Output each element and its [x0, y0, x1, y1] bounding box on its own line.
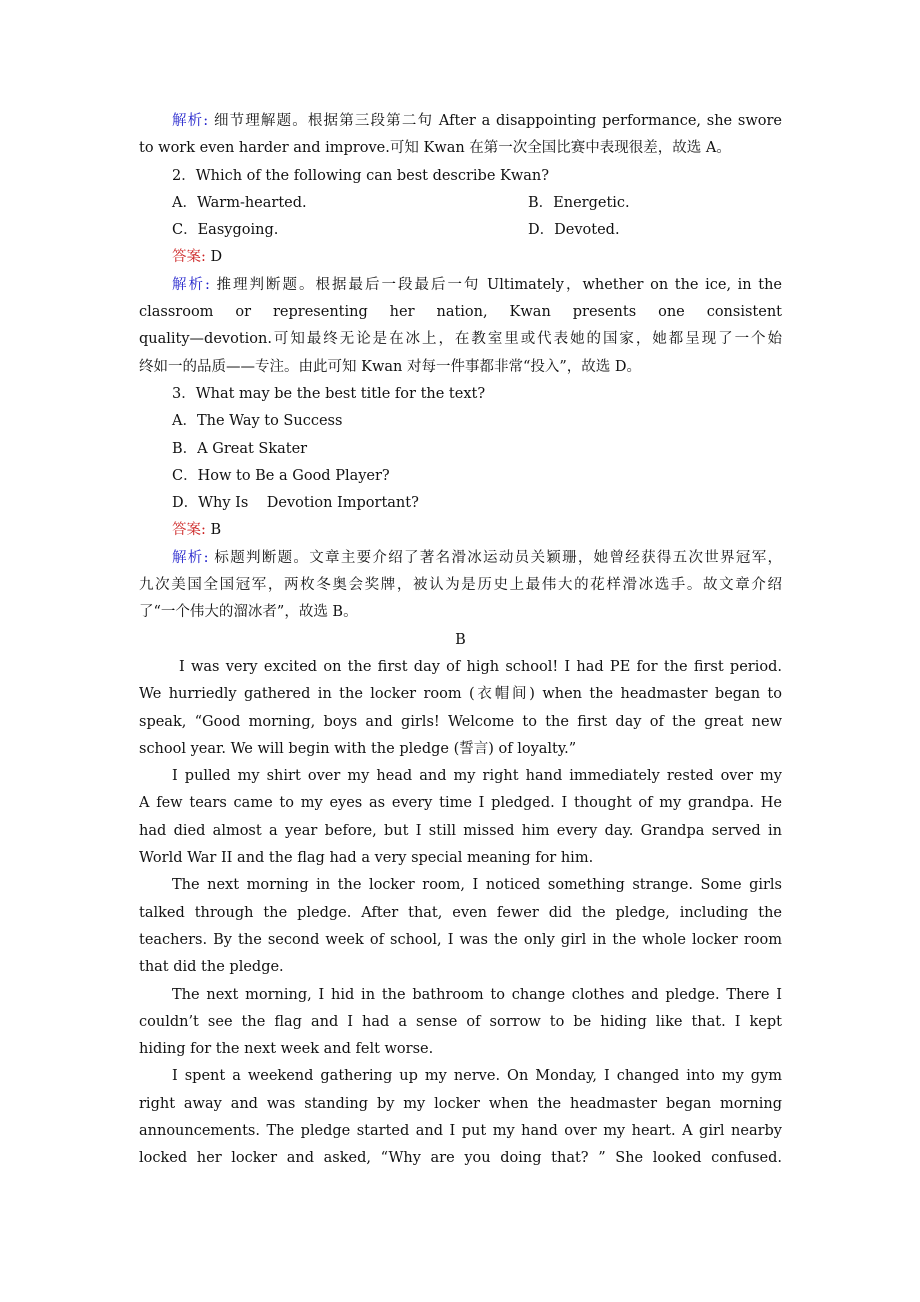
q2-explanation-line-3: quality—devotion.可知最终无论是在冰上，在教室里或代表她的国家，她都呈现了一个始: [139, 331, 782, 348]
q3-answer: 答案: B: [172, 522, 222, 539]
paragraph-line: locked her locker and asked, “Why are you doing that? ” She looked confused.: [139, 1150, 782, 1167]
paragraph-line: World War II and the flag had a very special meaning for him.: [139, 850, 594, 867]
paragraph-line: The next morning, I hid in the bathroom to change clothes and pledge. There I: [172, 986, 782, 1003]
q1-explanation-line-1: 解析: 细节理解题。根据第三段第二句 After a disappointing performance, she swore: [172, 113, 782, 129]
q3-question: 3．What may be the best title for the text?: [172, 385, 486, 402]
paragraph-line: I spent a weekend gathering up my nerve. On Monday, I changed into my gym: [172, 1068, 782, 1085]
q2-question: 2．Which of the following can best describe Kwan?: [172, 167, 550, 184]
explanation-label: 解析:: [172, 276, 210, 293]
paragraph-line: announcements. The pledge started and I put my hand over my heart. A girl nearby: [139, 1122, 782, 1139]
q2-explanation-line-4: 终如一的品质——专注。由此可知 Kwan 对每一件事都非常“投入”，故选 D。: [139, 358, 642, 375]
paragraph-line: The next morning in the locker room, I noticed something strange. Some girls: [172, 877, 782, 894]
paragraph-3: [139, 872, 782, 981]
paragraph-1: [139, 654, 782, 763]
paragraph-line: couldn’t see the flag and I had a sense of sorrow to be hiding like that. I kept: [139, 1013, 782, 1030]
q2-option-b: B．Energetic.: [528, 194, 630, 211]
q3-option-c: C．How to Be a Good Player?: [172, 467, 390, 484]
document-page: [139, 108, 782, 1173]
paragraph-line: talked through the pledge. After that, even fewer did the pledge, including the: [139, 904, 782, 921]
paragraph-2: [139, 763, 782, 872]
paragraph-line: A few tears came to my eyes as every time I pledged. I thought of my grandpa. He: [139, 795, 782, 812]
q2-option-c: C．Easygoing.: [172, 222, 279, 239]
q2-answer: 答案: D: [172, 249, 223, 266]
paragraph-line: teachers. By the second week of school, I was the only girl in the whole locker room: [139, 931, 782, 948]
paragraph-line: school year. We will begin with the pledge (誓言) of loyalty.”: [139, 740, 577, 757]
paragraph-line: that did the pledge.: [139, 959, 284, 976]
q3-option-d: D．Why Is Devotion Important?: [172, 495, 419, 512]
paragraph-5: [139, 1063, 782, 1172]
explanation-label: 解析:: [172, 113, 209, 129]
q3-explanation-line-3: 了“一个伟大的溜冰者”，故选 B。: [139, 604, 358, 621]
paragraph-line: I was very excited on the first day of high school! I had PE for the first period.: [179, 658, 782, 675]
paragraph-line: We hurriedly gathered in the locker room (衣帽间) when the headmaster began to: [139, 686, 782, 703]
q2-options-row-2: [139, 217, 782, 244]
q1-explanation-line-2: to work even harder and improve.可知 Kwan 在第一次全国比赛中表现很差，故选 A。: [139, 140, 731, 157]
paragraph-line: right away and was standing by my locker when the headmaster began morning: [139, 1095, 782, 1112]
q3-explanation-line-1: 解析: 标题判断题。文章主要介绍了著名滑冰运动员关颖珊，她曾经获得五次世界冠军，: [172, 549, 782, 566]
paragraph-line: I pulled my shirt over my head and my right hand immediately rested over my: [172, 768, 782, 785]
paragraph-4: [139, 982, 782, 1064]
q3-explanation-line-2: 九次美国全国冠军，两枚冬奥会奖牌，被认为是历史上最伟大的花样滑冰选手。故文章介绍: [139, 577, 782, 594]
q3-option-b: B．A Great Skater: [172, 440, 308, 457]
paragraph-line: speak, “Good morning, boys and girls! Welcome to the first day of the great new: [139, 713, 782, 730]
q2-explanation-line-2: classroom or representing her nation, Kwan presents one consistent: [139, 304, 782, 321]
q2-option-a: A．Warm-hearted.: [172, 194, 307, 211]
section-heading: B: [455, 631, 466, 648]
answer-label: 答案:: [172, 249, 206, 266]
paragraph-line: hiding for the next week and felt worse.: [139, 1041, 434, 1058]
q2-explanation-line-1: 解析: 推理判断题。根据最后一段最后一句 Ultimately，whether on the ice, in the: [172, 276, 782, 293]
explanation-label: 解析:: [172, 549, 209, 566]
q2-options-row-1: [139, 190, 782, 217]
paragraph-line: had died almost a year before, but I still missed him every day. Grandpa served in: [139, 822, 782, 839]
q3-option-a: A．The Way to Success: [172, 413, 343, 430]
answer-label: 答案:: [172, 522, 206, 539]
q2-option-d: D．Devoted.: [528, 222, 620, 239]
